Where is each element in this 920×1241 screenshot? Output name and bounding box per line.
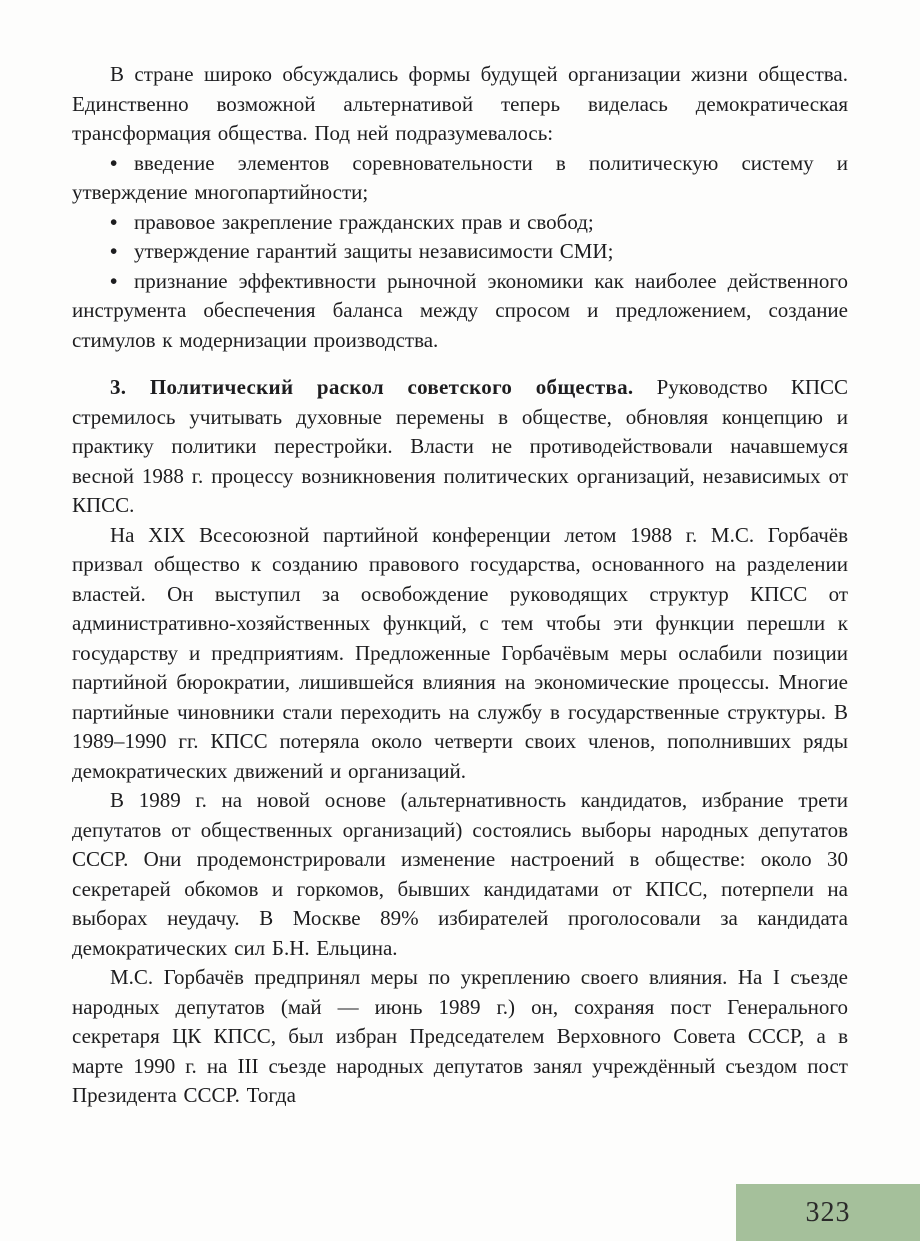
page-number: 323 [805, 1196, 851, 1228]
bullet-item [72, 267, 848, 356]
section-paragraph [72, 373, 848, 521]
bullet-marker: • [110, 239, 118, 263]
bullet-item [72, 149, 848, 208]
body-paragraph: На XIX Всесоюзной партийной конференции летом 1988 г. М.С. Горбачёв призвал общество к созданию правового государства, основанного на разделении властей. Он выступил за освобождение руководящих структур КПСС от административно-хозяйственных функций, с тем чтобы эти функции перешли к государству и предприятиям. Предложенные Горбачёвым меры ослабили позиции партийной бюрократии, лишившейся влияния на экономические процессы. Многие партийные чиновники стали переходить на службу в государственные структуры. В 1989–1990 гг. КПСС потеряла около четверти своих членов, пополнивших ряды демократических движений и организаций. [72, 522, 848, 783]
bullet-marker: • [110, 150, 118, 175]
text-block [72, 60, 848, 1111]
body-paragraph: М.С. Горбачёв предпринял меры по укреплению своего влияния. На I съезде народных депутатов (май — июнь 1989 г.) он, сохраняя пост Генерального секретаря ЦК КПСС, был избран Председателем Верховного Совета СССР, а в марте 1990 г. на III съезде народных депутатов занял учреждённый съездом пост Президента СССР. Тогда [72, 965, 848, 1107]
intro-paragraph: В стране широко обсуждались формы будущей организации жизни общества. Единственно возможной альтернативой теперь виделась демократическая трансформация общества. Под ней подразумевалось: [72, 62, 848, 145]
section-lead: Руководство КПСС стремилось учитывать духовные перемены в обществе, обновляя концепцию и практику политики перестройки. Власти не противодействовали начавшемуся весной 1988 г. процессу возникновения политических организаций, независимых от КПСС. [72, 375, 849, 517]
body-paragraph: В 1989 г. на новой основе (альтернативность кандидатов, избрание трети депутатов от общественных организаций) состоялись выборы народных депутатов СССР. Они продемонстрировали изменение настроений в обществе: около 30 секретарей обкомов и горкомов, бывших кандидатами от КПСС, потерпели на выборах неудачу. В Москве 89% избирателей проголосовали за кандидата демократических сил Б.Н. Ельцина. [72, 788, 848, 960]
bullet-item [72, 208, 848, 238]
bullet-text: правовое закрепление гражданских прав и свобод; [134, 209, 594, 234]
bullet-marker: • [110, 268, 118, 293]
bullet-marker: • [110, 209, 118, 234]
bullet-list [72, 149, 848, 356]
page-number-strip [736, 1184, 920, 1241]
bullet-text: утверждение гарантий защиты независимости СМИ; [134, 239, 614, 263]
section-title: 3. Политический раскол советского общества. [110, 375, 634, 399]
bullet-text: признание эффективности рыночной экономики как наиболее действенного инструмента обеспечения баланса между спросом и предложением, создание стимулов к модернизации производства. [72, 268, 848, 352]
bullet-text: введение элементов соревновательности в политическую систему и утверждение многопартийности; [72, 150, 848, 204]
bullet-item [72, 237, 848, 267]
